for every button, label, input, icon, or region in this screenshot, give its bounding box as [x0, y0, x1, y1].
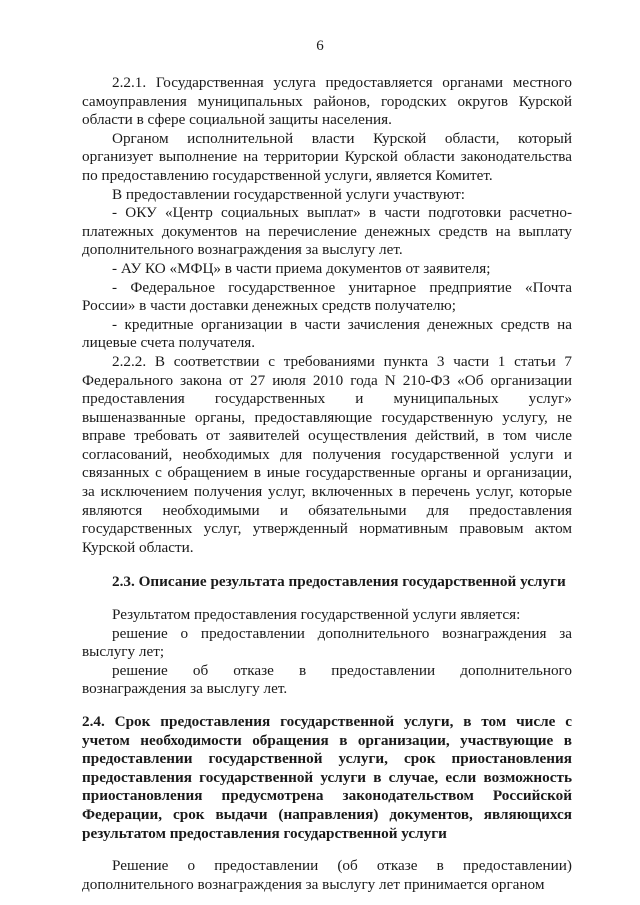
- paragraph-2-2-1: 2.2.1. Государственная услуга предоставляется органами местного самоуправления муниципальных районов, городских округов Курской области в сфере социальной защиты населения.: [82, 74, 572, 129]
- paragraph-participants-intro: В предоставлении государственной услуги участвуют:: [112, 185, 465, 203]
- paragraph-result-intro: Результатом предоставления государственной услуги является:: [112, 606, 521, 624]
- list-item-mfc: - АУ КО «МФЦ» в части приема документов от заявителя;: [112, 259, 491, 277]
- paragraph-result-refusal: решение об отказе в предоставлении дополнительного вознаграждения за выслугу лет.: [82, 661, 572, 698]
- list-item-post: - Федеральное государственное унитарное предприятие «Почта России» в части доставки денежных средств получателю;: [82, 278, 572, 315]
- paragraph-decision: Решение о предоставлении (об отказе в предоставлении) дополнительного вознаграждения за выслугу лет принимается органом: [82, 857, 572, 893]
- paragraph-executive-body: Органом исполнительной власти Курской области, который организует выполнение на территории Курской области законодательства по предоставлению государственной услуги, является Комитет.: [82, 129, 572, 184]
- section-heading-2-4: 2.4. Срок предоставления государственной услуги, в том числе с учетом необходимости обращения в организации, участвующие в предоставлении государственной услуги, срок приостановления предоставления государственной услуги в случае, если возможность приостановления предусмотрена законодательством Российской Федерации, срок выдачи (направления) документов, являющихся результатом предоставления государственной услуги: [82, 713, 572, 842]
- page-number: 6: [316, 38, 324, 54]
- list-item-credit-orgs: - кредитные организации в части зачисления денежных средств на лицевые счета получателя.: [82, 315, 572, 352]
- list-item-oku: - ОКУ «Центр социальных выплат» в части подготовки расчетно-платежных документов на перечисление денежных средств на выплату дополнительного вознаграждения за выслугу лет.: [82, 204, 572, 259]
- document-body: [82, 74, 572, 894]
- paragraph-2-2-2: 2.2.2. В соответствии с требованиями пункта 3 части 1 статьи 7 Федерального закона от 27 июля 2010 года N 210-ФЗ «Об организации предоставления государственных и муниципальных услуг» вышеназванные органы, предоставляющие государственную услугу, не вправе требовать от заявителей осуществления действий, в том числе согласований, необходимых для получения государственной услуги и связанных с обращением в иные государственные органы и организации, за исключением получения услуг, включенных в перечень услуг, которые являются необходимыми и обязательными для предоставления государственных услуг, утвержденный нормативным правовым актом Курской области.: [82, 352, 572, 556]
- paragraph-result-grant: решение о предоставлении дополнительного вознаграждения за выслугу лет;: [82, 624, 572, 661]
- section-heading-2-3: 2.3. Описание результата предоставления государственной услуги: [112, 573, 566, 591]
